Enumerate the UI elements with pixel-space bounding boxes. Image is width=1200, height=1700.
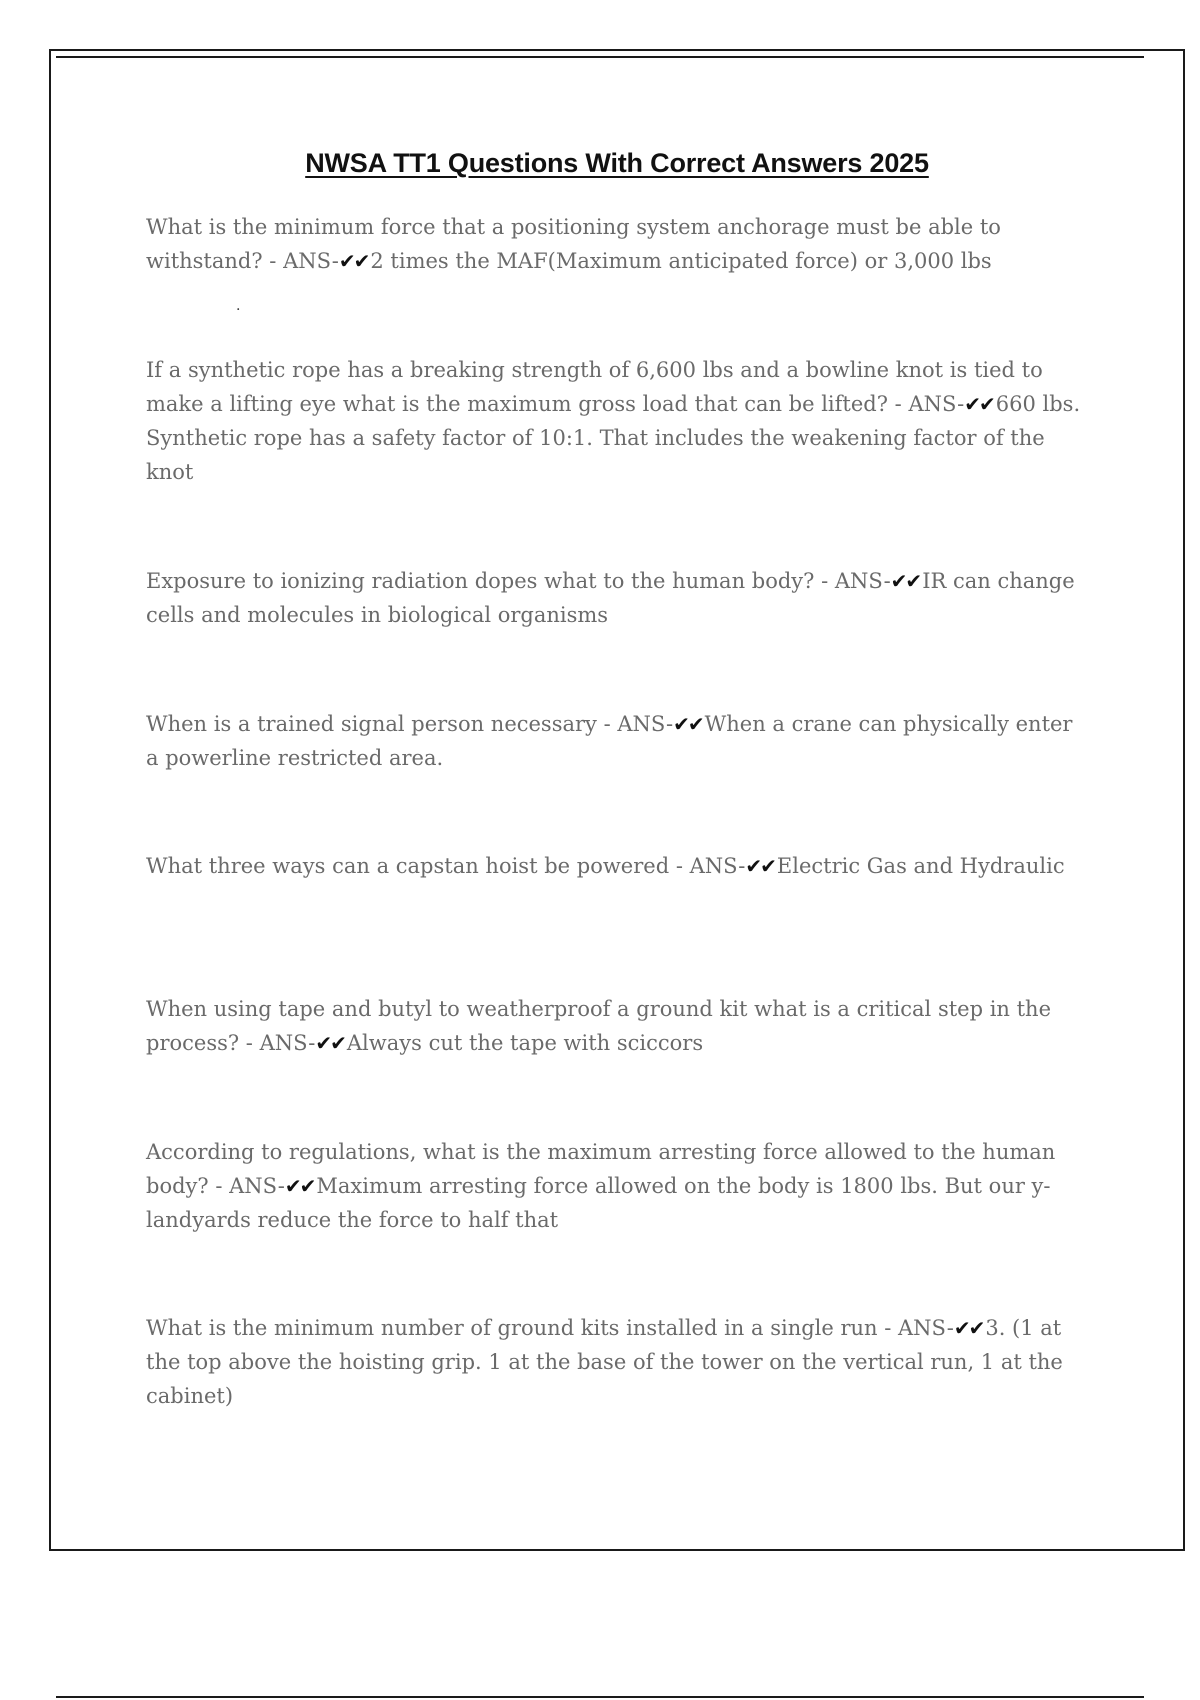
qa-item (146, 353, 1086, 489)
qa-item (146, 707, 1086, 775)
top-rule (56, 56, 1144, 58)
double-check-icon: ✔✔ (673, 712, 703, 736)
question-text: What three ways can a capstan hoist be powered - ANS- (146, 854, 746, 878)
double-check-icon: ✔✔ (315, 1031, 345, 1055)
answer-text: IR can change cells and molecules in biological organisms (146, 569, 1075, 627)
double-check-icon: ✔✔ (890, 569, 921, 593)
question-text: When is a trained signal person necessary - ANS- (146, 712, 674, 736)
qa-item (146, 564, 1086, 632)
question-text: If a synthetic rope has a breaking strength of 6,600 lbs and a bowline knot is tied to make a lifting eye what is the maximum gross load that can be lifted? - ANS- (146, 358, 1043, 416)
question-text: What is the minimum number of ground kits installed in a single run - ANS- (146, 1316, 954, 1340)
answer-text: 660 lbs. Synthetic rope has a safety factor of 10:1. That includes the weakening factor of the knot (146, 392, 1081, 484)
qa-item (146, 1135, 1086, 1237)
bottom-rule (56, 1696, 1144, 1698)
double-check-icon: ✔✔ (338, 249, 369, 273)
qa-item (146, 992, 1086, 1060)
stray-mark: . (236, 298, 241, 314)
question-text: According to regulations, what is the maximum arresting force allowed to the human body? - ANS- (146, 1140, 1056, 1198)
document-title: NWSA TT1 Questions With Correct Answers 2025 (305, 148, 929, 178)
answer-text: Always cut the tape with sciccors (346, 1031, 704, 1055)
double-check-icon: ✔✔ (953, 1316, 984, 1340)
double-check-icon: ✔✔ (284, 1174, 315, 1198)
double-check-icon: ✔✔ (745, 854, 775, 878)
answer-text: When a crane can physically enter a powerline restricted area. (146, 712, 1073, 770)
answer-text: Electric Gas and Hydraulic (776, 854, 1065, 878)
answer-text: 2 times the MAF(Maximum anticipated force) or 3,000 lbs (370, 249, 992, 273)
question-text: When using tape and butyl to weatherproof a ground kit what is a critical step in the process? - ANS- (146, 997, 1052, 1055)
qa-item (146, 1311, 1086, 1413)
answer-text: 3. (1 at the top above the hoisting grip. 1 at the base of the tower on the vertical run, 1 at the cabinet) (146, 1316, 1063, 1408)
answer-text: Maximum arresting force allowed on the body is 1800 lbs. But our y-landyards reduce the force to half that (146, 1174, 1051, 1232)
question-text: What is the minimum force that a positioning system anchorage must be able to withstand? - ANS- (146, 215, 1001, 273)
double-check-icon: ✔✔ (964, 392, 994, 416)
qa-item (146, 849, 1086, 883)
qa-item (146, 210, 1086, 278)
question-text: Exposure to ionizing radiation dopes what to the human body? - ANS- (146, 569, 891, 593)
